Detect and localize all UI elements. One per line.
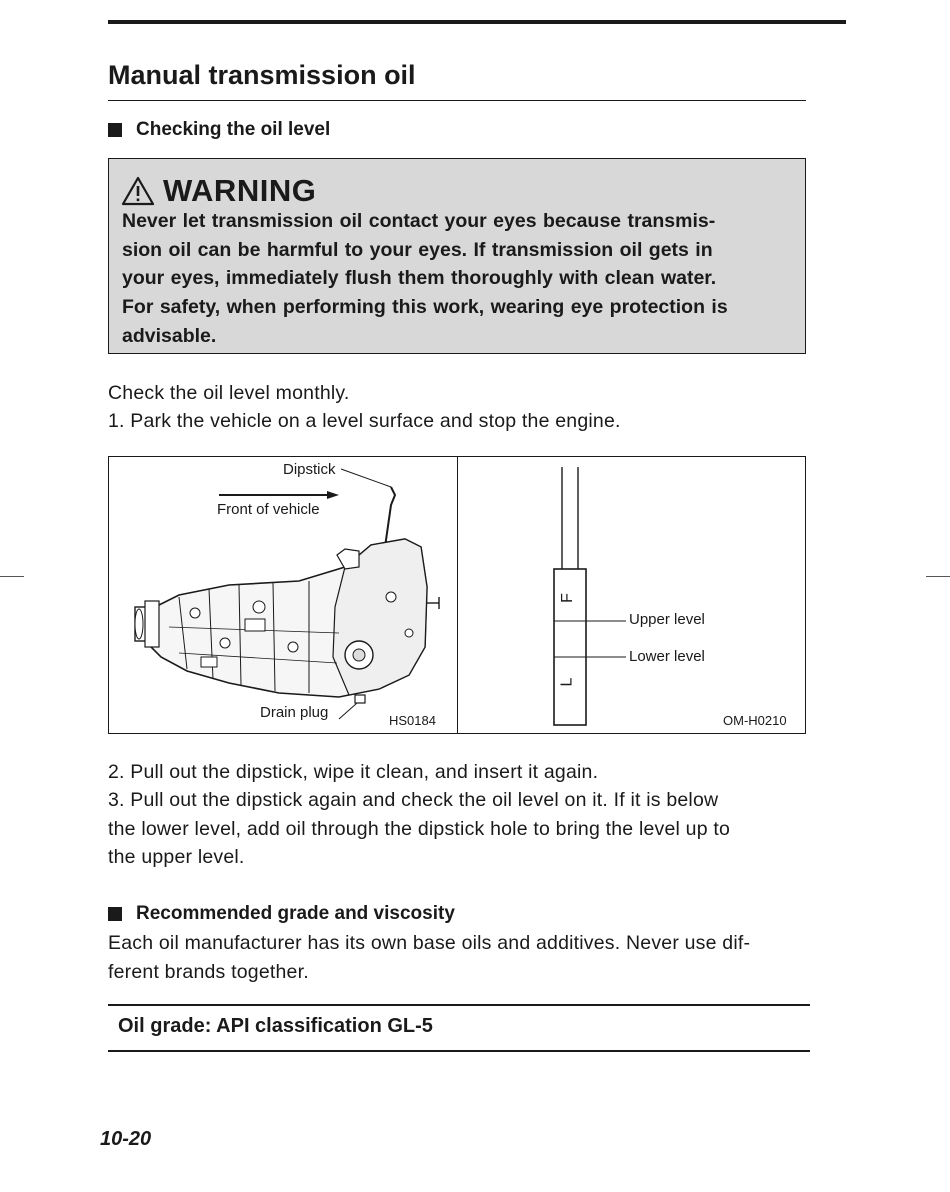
page-title: Manual transmission oil <box>108 60 416 90</box>
title-underline <box>108 100 806 101</box>
crop-mark-right <box>926 576 950 577</box>
warning-text <box>122 207 795 351</box>
warning-box <box>108 158 806 354</box>
step-1: 1. Park the vehicle on a level surface and stop the engine. <box>108 410 621 432</box>
warning-line: Never let transmission oil contact your eyes because transmis- <box>122 210 716 232</box>
top-rule <box>108 20 846 24</box>
label-dipstick: Dipstick <box>283 461 336 478</box>
warning-title: WARNING <box>163 173 317 208</box>
grade-line: ferent brands together. <box>108 960 309 983</box>
mark-l: L <box>558 677 576 687</box>
warning-line: your eyes, immediately flush them thoroughly with clean water. <box>122 267 717 290</box>
section-heading-grade-text: Recommended grade and viscosity <box>136 903 455 924</box>
square-bullet-icon <box>108 907 122 921</box>
step-3-line: 3. Pull out the dipstick again and check the oil level on it. If it is below <box>108 789 719 811</box>
label-upper-level: Upper level <box>629 611 705 628</box>
oil-grade-spec: Oil grade: API classification GL-5 <box>118 1015 433 1037</box>
step-3-line: the upper level. <box>108 846 245 869</box>
spec-bottom-rule <box>108 1050 810 1052</box>
warning-line: advisable. <box>122 324 217 347</box>
figure-code-left: HS0184 <box>389 713 436 728</box>
dipstick-figure <box>108 456 806 734</box>
warning-header <box>121 173 316 209</box>
warning-line: sion oil can be harmful to your eyes. If transmission oil gets in <box>122 238 713 261</box>
label-front-of-vehicle: Front of vehicle <box>217 501 320 518</box>
label-lower-level: Lower level <box>629 648 705 665</box>
spec-top-rule <box>108 1004 810 1006</box>
crop-mark-left <box>0 576 24 577</box>
section-heading-checking-text: Checking the oil level <box>136 119 331 140</box>
transmission-illustration <box>109 457 457 735</box>
step-2: 2. Pull out the dipstick, wipe it clean, and insert it again. <box>108 761 599 783</box>
square-bullet-icon <box>108 123 122 137</box>
page-number: 10-20 <box>100 1128 152 1150</box>
warning-triangle-icon <box>121 176 155 206</box>
label-drain-plug: Drain plug <box>260 704 329 721</box>
step-3 <box>108 786 810 872</box>
intro-text: Check the oil level monthly. <box>108 382 350 404</box>
grade-line: Each oil manufacturer has its own base oils and additives. Never use dif- <box>108 932 751 954</box>
grade-paragraph <box>108 929 750 986</box>
step-3-line: the lower level, add oil through the dipstick hole to bring the level up to <box>108 817 731 840</box>
mark-f: F <box>558 593 576 603</box>
warning-line: For safety, when performing this work, wearing eye protection is <box>122 296 728 319</box>
figure-code-right: OM-H0210 <box>723 713 787 728</box>
dipstick-level-diagram <box>458 457 806 735</box>
section-heading-grade <box>108 903 455 925</box>
section-heading-checking <box>108 119 330 141</box>
